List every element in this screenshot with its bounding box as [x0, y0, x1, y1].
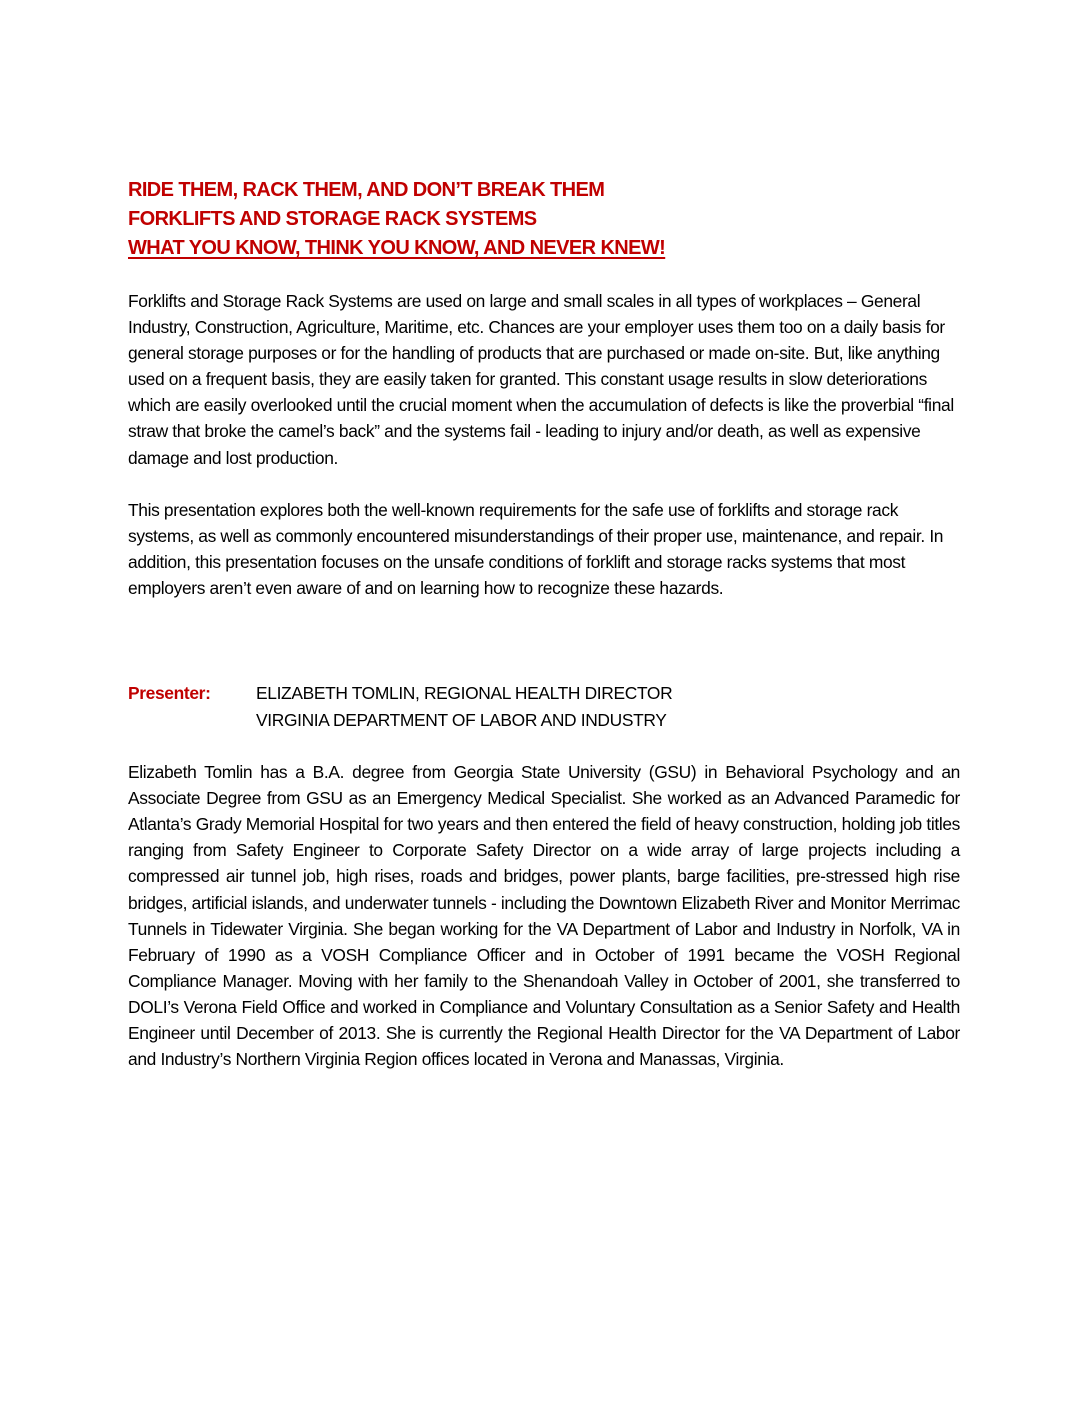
intro-paragraph-2: This presentation explores both the well-known requirements for the safe use of forklifts and storage rack systems, as well as commonly encountered misunderstandings of their proper use, maintenance, and repair. In addition, this presentation focuses on the unsafe conditions of forklift and storage racks systems that most employers aren’t even aware of and on learning how to recognize these hazards. — [128, 499, 944, 598]
presenter-name-title: ELIZABETH TOMLIN, REGIONAL HEALTH DIRECTOR — [256, 683, 673, 704]
presenter-block — [128, 680, 960, 734]
title-line-2: FORKLIFTS AND STORAGE RACK SYSTEMS — [128, 208, 537, 230]
title-line-3: WHAT YOU KNOW, THINK YOU KNOW, AND NEVER KNEW! — [128, 237, 666, 259]
presenter-organization: VIRGINIA DEPARTMENT OF LABOR AND INDUSTRY — [256, 710, 667, 731]
document-page — [128, 176, 960, 1090]
title-line-1: RIDE THEM, RACK THEM, AND DON’T BREAK THEM — [128, 179, 605, 201]
title-block — [128, 176, 960, 263]
presenter-label: Presenter: — [128, 683, 211, 704]
intro-paragraph-1: Forklifts and Storage Rack Systems are used on large and small scales in all types of workplaces – General Industry, Construction, Agriculture, Maritime, etc. Chances are your employer uses them too on a daily basis for general storage purposes or for the handling of products that are purchased or made on-site. But, like anything used on a frequent basis, they are easily taken for granted. This constant usage results in slow deteriorations which are easily overlooked until the crucial moment when the accumulation of defects is like the proverbial “final straw that broke the camel’s back” and the systems fail - leading to injury and/or death, as well as expensive damage and lost production. — [128, 291, 954, 468]
presenter-info — [256, 680, 672, 734]
presenter-bio: Elizabeth Tomlin has a B.A. degree from Georgia State University (GSU) in Behavioral Psychology and an Associate Degree from GSU as an Emergency Medical Specialist. She worked as an Advanced Paramedic for Atlanta’s Grady Memorial Hospital for two years and then entered the field of heavy construction, holding job titles ranging from Safety Engineer to Corporate Safety Director on a wide array of large projects including a compressed air tunnel job, high rises, roads and bridges, power plants, barge facilities, pre-stressed high rise bridges, artificial islands, and underwater tunnels - including the Downtown Elizabeth River and Monitor Merrimac Tunnels in Tidewater Virginia. She began working for the VA Department of Labor and Industry in Norfolk, VA in February of 1990 as a VOSH Compliance Officer and in October of 1991 became the VOSH Regional Compliance Manager. Moving with her family to the Shenandoah Valley in October of 2001, she transferred to DOLI’s Verona Field Office and worked in Compliance and Voluntary Consultation as a Senior Safety and Health Engineer until December of 2013. She is currently the Regional Health Director for the VA Department of Labor and Industry’s Northern Virginia Region offices located in Verona and Manassas, Virginia. — [128, 762, 960, 1070]
